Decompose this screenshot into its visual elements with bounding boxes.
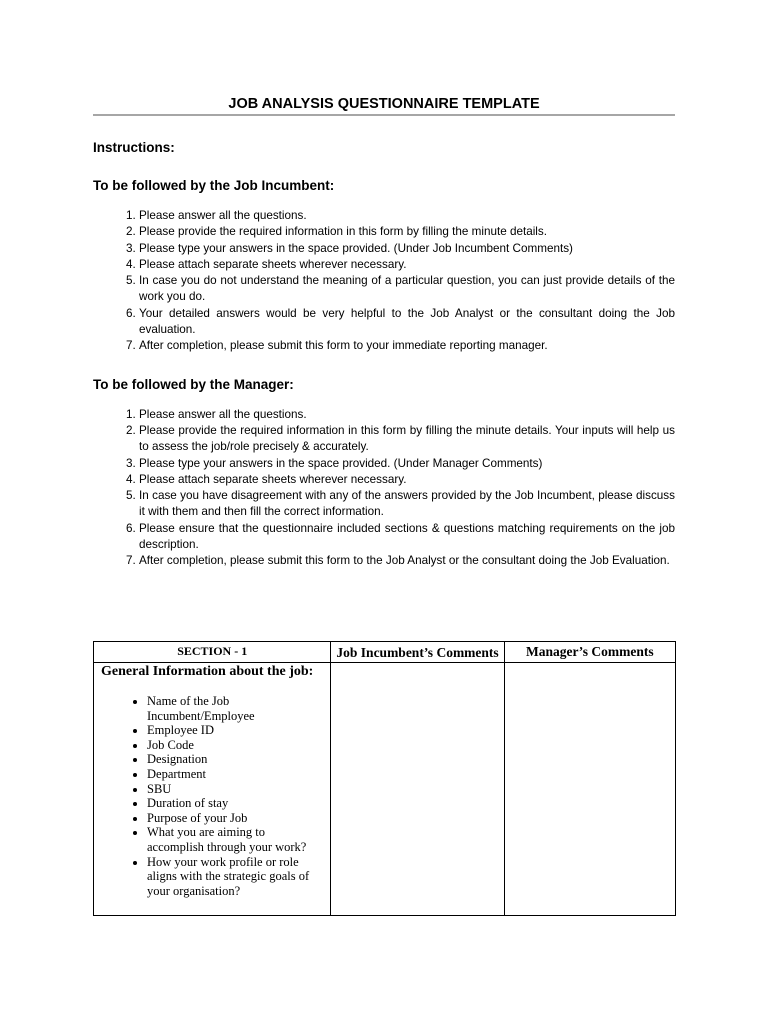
list-item: 7. After completion, please submit this form to the Job Analyst or the consultant doing the Job Evaluation. <box>139 553 675 569</box>
list-item: • Designation <box>147 752 324 767</box>
incumbent-heading: To be followed by the Job Incumbent: <box>93 178 335 193</box>
list-item: 4. Please attach separate sheets wherever necessary. <box>139 257 675 273</box>
list-item: • How your work profile or role aligns with the strategic goals of your organisation? <box>147 855 324 899</box>
list-item: 1. Please answer all the questions. <box>139 208 675 224</box>
list-item: 5. In case you do not understand the meaning of a particular question, you can just provide details of the work you do. <box>139 273 675 306</box>
list-item: 3. Please type your answers in the space provided. (Under Manager Comments) <box>139 456 675 472</box>
general-info-title: General Information about the job: <box>101 664 314 679</box>
list-item: 5. In case you have disagreement with any of the answers provided by the Job Incumbent, please discuss it with them and then fill the correct information. <box>139 488 675 521</box>
list-item: • SBU <box>147 782 324 797</box>
table-row <box>94 663 676 916</box>
general-info-fields <box>101 694 324 898</box>
list-item: • What you are aiming to accomplish through your work? <box>147 825 324 854</box>
list-item: • Duration of stay <box>147 796 324 811</box>
incumbent-comments-header: Job Incumbent’s Comments <box>331 642 504 663</box>
list-item: 1. Please answer all the questions. <box>139 407 675 423</box>
list-item: 6. Please ensure that the questionnaire included sections & questions matching requirements on the job description. <box>139 521 675 554</box>
document-page <box>93 96 675 570</box>
list-item: 2. Please provide the required information in this form by filling the minute details. <box>139 224 675 240</box>
list-item: • Employee ID <box>147 723 324 738</box>
table-header-row <box>94 642 676 663</box>
list-item: 3. Please type your answers in the space provided. (Under Job Incumbent Comments) <box>139 241 675 257</box>
list-item: • Name of the Job Incumbent/Employee <box>147 694 324 723</box>
page-title: JOB ANALYSIS QUESTIONNAIRE TEMPLATE <box>93 96 675 116</box>
manager-comments-header: Manager’s Comments <box>504 642 675 663</box>
manager-steps-list <box>93 407 675 570</box>
manager-heading: To be followed by the Manager: <box>93 376 294 392</box>
incumbent-steps-list <box>93 208 675 355</box>
list-item: • Department <box>147 767 324 782</box>
list-item: 7. After completion, please submit this form to your immediate reporting manager. <box>139 338 675 354</box>
general-info-cell <box>94 663 331 916</box>
list-item: 4. Please attach separate sheets wherever necessary. <box>139 472 675 488</box>
list-item: • Purpose of your Job <box>147 811 324 826</box>
list-item: 6. Your detailed answers would be very helpful to the Job Analyst or the consultant doing the Job evaluation. <box>139 306 675 339</box>
manager-comments-cell[interactable] <box>504 663 675 916</box>
section-1-table <box>93 641 676 916</box>
list-item: • Job Code <box>147 738 324 753</box>
instructions-heading: Instructions: <box>93 140 175 155</box>
section-header: SECTION - 1 <box>94 642 331 663</box>
incumbent-comments-cell[interactable] <box>331 663 504 916</box>
list-item: 2. Please provide the required information in this form by filling the minute details. Your inputs will help us to assess the job/role precisely & accurately. <box>139 423 675 456</box>
